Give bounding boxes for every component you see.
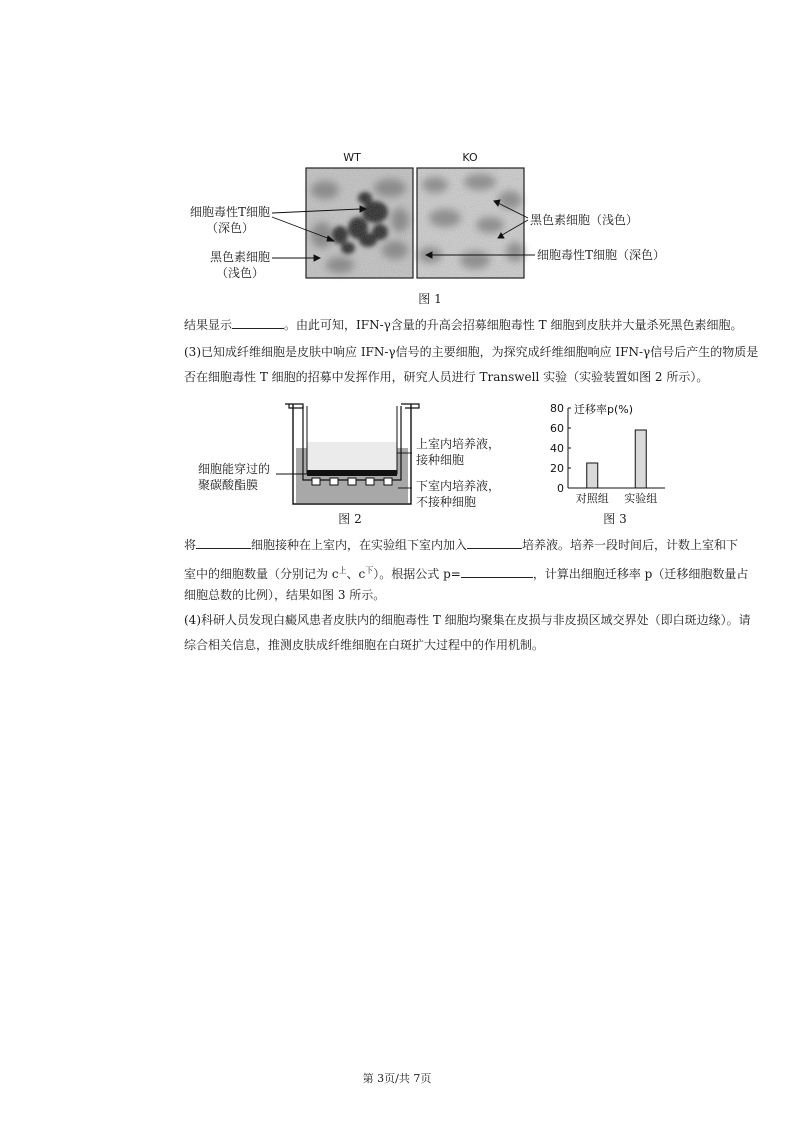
question-3-line-1: (3)已知成纤维细胞是皮肤中响应 IFN-γ信号的主要细胞，为探究成纤维细胞响应 IFN-γ信号后产生的物质是 xyxy=(184,345,759,359)
result-sentence: 结果显示 。由此可知，IFN-γ含量的升高会招募细胞毒性 T 细胞到皮肤并大量杀死黑色素细胞。 xyxy=(184,313,742,338)
label-upper-chamber: 上室内培养液， 接种细胞 xyxy=(416,437,501,467)
polycarbonate-membrane xyxy=(307,470,397,476)
label-membrane: 细胞能穿过的 聚碳酸酯膜 xyxy=(198,462,271,492)
wt-micrograph xyxy=(306,168,413,278)
answer-blank-2[interactable] xyxy=(196,535,251,549)
procedure-line-3: 细胞总数的比例），结果如图 3 所示。 xyxy=(184,588,386,602)
question-4-line-1: (4)科研人员发现白癜风患者皮肤内的细胞毒性 T 细胞均聚集在皮损与非皮损区域交界处（即白斑边缘）。请 xyxy=(184,613,751,627)
ko-panel-title: KO xyxy=(462,151,478,164)
question-3-line-2: 否在细胞毒性 T 细胞的招募中发挥作用，研究人员进行 Transwell 实验（实验装置如图 2 所示）。 xyxy=(184,370,709,384)
page-number: 第 3页/共 7页 xyxy=(362,1072,432,1085)
y-tick-label: 60 xyxy=(550,422,564,435)
figure-1 xyxy=(190,140,670,310)
label-cytotoxic-t-cell: 细胞毒性T细胞 （深色） xyxy=(190,205,271,235)
answer-blank-1[interactable] xyxy=(232,315,284,329)
chart-title: 迁移率p(%) xyxy=(574,403,634,416)
upper-chamber-medium xyxy=(307,442,397,474)
answer-blank-4[interactable] xyxy=(461,564,533,578)
figure-3-caption: 图 3 xyxy=(603,512,627,526)
bar xyxy=(635,430,646,488)
bar xyxy=(587,463,598,488)
category-label: 实验组 xyxy=(624,492,658,505)
procedure-line-2: 室中的细胞数量（分别记为 $c^上$、$c^下$）。根据公式 p= ，计算出细胞迁移率 p（迁移细胞数量占 xyxy=(184,566,749,581)
ko-micrograph xyxy=(417,168,524,278)
procedure-line-1: 将 细胞接种在上室内，在实验组下室内加入 培养液。培养一段时间后，计数上室和下 xyxy=(184,533,738,558)
y-tick-label: 0 xyxy=(557,482,564,495)
label-lower-chamber: 下室内培养液， 不接种细胞 xyxy=(416,479,501,509)
figure-3 xyxy=(540,398,680,528)
y-tick-label: 80 xyxy=(550,402,564,415)
figure-1-caption: 图 1 xyxy=(418,292,442,306)
label-cytotoxic-t-cell-right: 细胞毒性T细胞（深色） xyxy=(537,248,666,262)
y-tick-label: 20 xyxy=(550,462,564,475)
answer-blank-3[interactable] xyxy=(467,535,522,549)
figure-2 xyxy=(190,398,530,528)
y-tick-label: 40 xyxy=(550,442,564,455)
question-4-line-2: 综合相关信息，推测皮肤成纤维细胞在白斑扩大过程中的作用机制。 xyxy=(184,638,545,652)
wt-panel-title: WT xyxy=(343,151,361,164)
figure-2-caption: 图 2 xyxy=(338,512,362,526)
category-label: 对照组 xyxy=(575,492,609,505)
migration-rate-chart xyxy=(540,398,680,510)
label-melanocyte-right: 黑色素细胞（浅色） xyxy=(530,213,639,227)
label-melanocyte: 黑色素细胞 （浅色） xyxy=(209,250,270,280)
